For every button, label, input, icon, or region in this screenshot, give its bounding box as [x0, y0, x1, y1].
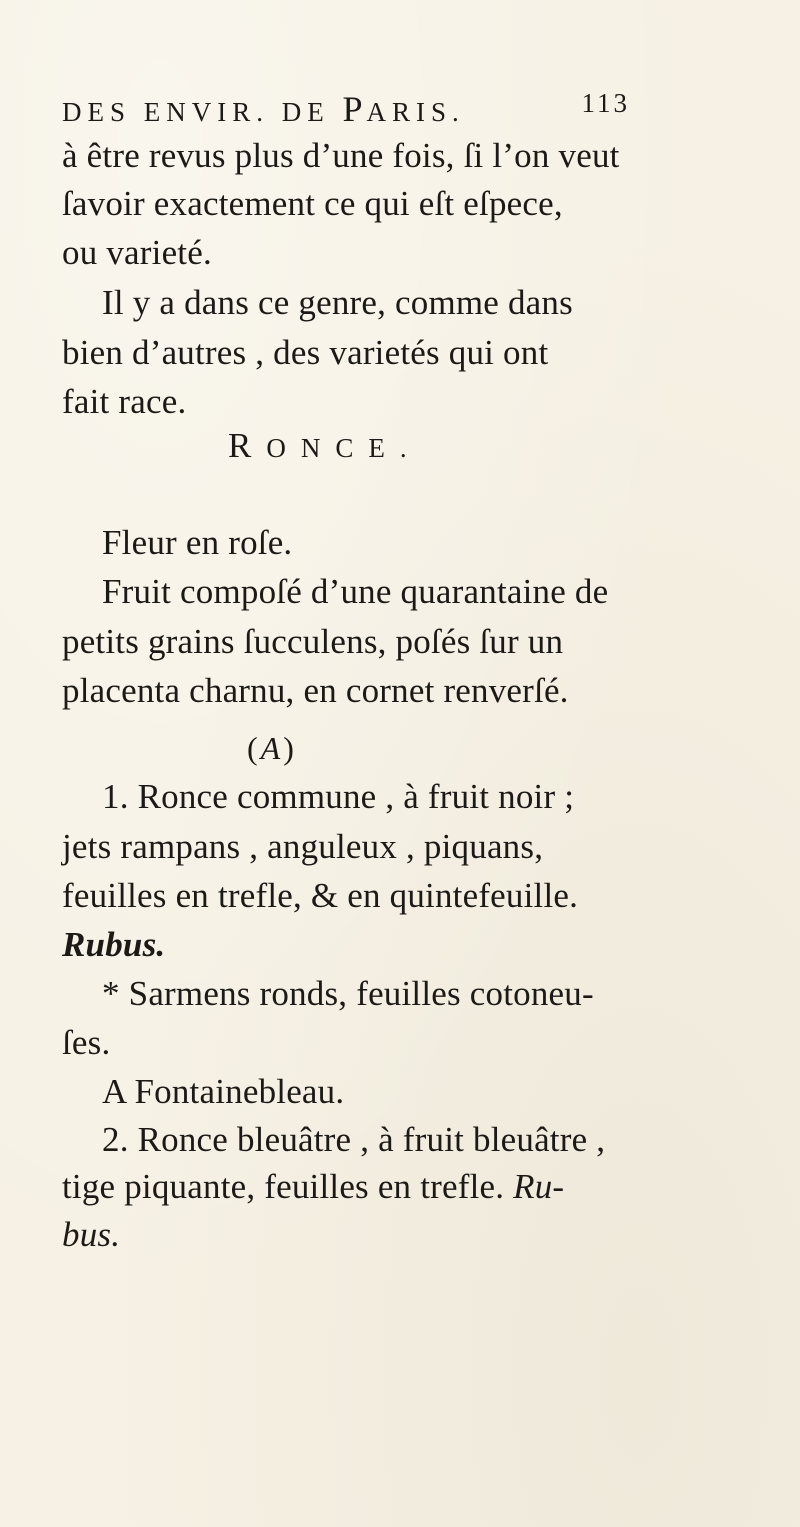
- section-heading-capital: R: [228, 426, 267, 465]
- text-line: Fleur en roſe.: [102, 523, 293, 562]
- text-line: * Sarmens ronds, feuilles cotoneu-: [102, 974, 594, 1013]
- running-title-suffix: ARIS.: [366, 97, 465, 127]
- text-line: ſes.: [62, 1023, 111, 1062]
- section-heading: [228, 426, 422, 466]
- text-line: à être revus plus d’une fois, ſi l’on veut: [62, 136, 620, 175]
- latin-name: Rubus.: [62, 925, 166, 964]
- text-line: [62, 1167, 564, 1207]
- running-header: [62, 86, 630, 129]
- text-span: tige piquante, feuilles en trefle.: [62, 1167, 514, 1206]
- text-line: jets rampans , anguleux , piquans,: [62, 827, 544, 866]
- text-line: 2. Ronce bleuâtre , à fruit bleuâtre ,: [102, 1120, 606, 1159]
- section-heading-rest: ONCE.: [266, 433, 422, 463]
- text-line: bien d’autres , des varietés qui ont: [62, 333, 549, 372]
- marker-open: (: [247, 730, 261, 766]
- text-line: 1. Ronce commune , à fruit noir ;: [102, 777, 575, 816]
- marker-letter: A: [260, 730, 284, 766]
- page-number: 113: [581, 88, 630, 118]
- running-title: [62, 88, 465, 130]
- marker-close: ): [283, 730, 297, 766]
- text-line: Fruit compoſé d’une quarantaine de: [102, 572, 609, 611]
- text-line: Il y a dans ce genre, comme dans: [102, 283, 573, 322]
- text-line: ſavoir exactement ce qui eſt eſpece,: [62, 184, 563, 223]
- subsection-marker: [247, 730, 297, 767]
- latin-name: Ru-: [513, 1167, 565, 1206]
- text-line: fait race.: [62, 382, 187, 421]
- text-line: placenta charnu, en cornet renverſé.: [62, 671, 569, 710]
- text-line: A Fontainebleau.: [102, 1072, 345, 1111]
- running-title-prefix: DES ENVIR. DE: [62, 97, 343, 127]
- text-line: petits grains ſucculens, poſés ſur un: [62, 622, 564, 661]
- running-title-capital: P: [342, 89, 367, 129]
- latin-name: bus.: [62, 1215, 121, 1254]
- text-line: feuilles en trefle, & en quintefeuille.: [62, 876, 579, 915]
- text-line: ou varieté.: [62, 233, 212, 272]
